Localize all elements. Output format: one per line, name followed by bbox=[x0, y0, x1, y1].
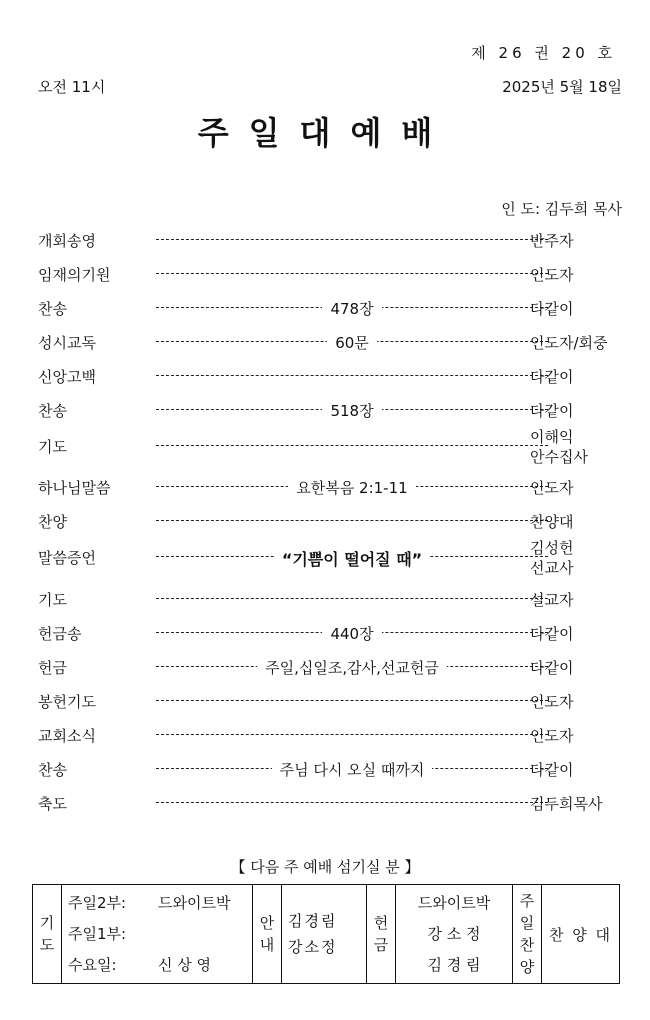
prayer-slot: 주일1부: bbox=[68, 924, 127, 943]
order-leader-line bbox=[156, 793, 548, 811]
order-person bbox=[530, 623, 624, 644]
order-label: 교회소식 bbox=[38, 727, 96, 745]
offering-person: 드와이트박 bbox=[417, 893, 491, 912]
prayer-slot: 수요일: bbox=[68, 955, 117, 974]
order-row bbox=[38, 474, 624, 498]
order-label: 찬양 bbox=[38, 513, 67, 531]
order-row bbox=[38, 790, 624, 814]
order-row bbox=[38, 508, 624, 532]
choir-label-2: 일 bbox=[519, 914, 535, 932]
worship-leader: 인 도: 김두희 목사 bbox=[501, 200, 622, 218]
order-label: 축도 bbox=[38, 795, 67, 813]
order-person bbox=[530, 657, 624, 678]
order-label: 말씀증언 bbox=[38, 549, 96, 567]
order-row bbox=[38, 654, 624, 678]
order-row bbox=[38, 329, 624, 353]
order-person bbox=[530, 477, 624, 498]
order-row bbox=[38, 227, 624, 251]
order-person-line: 설교자 bbox=[530, 591, 574, 609]
order-leader-line bbox=[156, 332, 548, 350]
order-person-line: 인도자 bbox=[530, 479, 574, 497]
prayer-slot: 주일2부: bbox=[68, 893, 127, 912]
order-label: 찬송 bbox=[38, 402, 67, 420]
order-row bbox=[38, 722, 624, 746]
order-row bbox=[38, 539, 624, 577]
prayer-person: 신 상 영 bbox=[158, 955, 212, 974]
order-row bbox=[38, 397, 624, 421]
order-person bbox=[530, 332, 624, 353]
order-leader-line bbox=[156, 436, 548, 454]
order-person-line: 찬양대 bbox=[530, 513, 574, 531]
order-label: 헌금 bbox=[38, 659, 67, 677]
offering-person: 강 소 정 bbox=[427, 924, 481, 943]
prayer-person bbox=[158, 919, 246, 950]
order-person-line: 다같이 bbox=[530, 402, 574, 420]
order-leader-line bbox=[156, 477, 548, 495]
order-person-line: 다같이 bbox=[530, 659, 574, 677]
dashed-divider bbox=[156, 734, 548, 735]
choir-label-4: 양 bbox=[519, 958, 535, 976]
order-person-title: 안수집사 bbox=[530, 448, 588, 466]
order-row bbox=[38, 363, 624, 387]
order-person bbox=[530, 759, 624, 780]
offering-label-1: 헌 bbox=[373, 914, 389, 932]
prayer-row bbox=[68, 950, 246, 981]
prayer-label bbox=[33, 885, 62, 984]
order-detail: 60문 bbox=[327, 334, 377, 352]
usher-list bbox=[282, 885, 367, 984]
order-person-line: 반주자 bbox=[530, 232, 574, 250]
offering-label bbox=[367, 885, 396, 984]
offering-label-2: 금 bbox=[373, 936, 389, 954]
order-leader-line bbox=[156, 547, 548, 569]
order-person-line: 인도자 bbox=[530, 693, 574, 711]
order-person bbox=[530, 298, 624, 319]
prayer-label-2: 도 bbox=[39, 936, 55, 954]
dashed-divider bbox=[156, 239, 548, 240]
order-label: 개회송영 bbox=[38, 232, 96, 250]
offering-list bbox=[396, 885, 513, 984]
dashed-divider bbox=[156, 520, 548, 521]
order-detail: 478장 bbox=[322, 300, 381, 318]
order-person bbox=[530, 538, 624, 578]
order-label: 하나님말씀 bbox=[38, 479, 111, 497]
order-row bbox=[38, 586, 624, 610]
order-leader-line bbox=[156, 230, 548, 248]
usher-label-2: 내 bbox=[259, 936, 275, 954]
choir-label-1: 주 bbox=[519, 892, 535, 910]
next-week-heading: 【 다음 주 예배 섬기실 분 】 bbox=[230, 858, 420, 876]
order-leader-line bbox=[156, 691, 548, 709]
order-person bbox=[530, 793, 624, 814]
order-label: 기도 bbox=[38, 591, 67, 609]
order-person-line: 다같이 bbox=[530, 300, 574, 318]
dashed-divider bbox=[156, 375, 548, 376]
order-person-line: 인도자 bbox=[530, 266, 574, 284]
dashed-divider bbox=[156, 445, 548, 446]
usher-label-1: 안 bbox=[259, 914, 275, 932]
service-date: 2025년 5월 18일 bbox=[502, 78, 622, 96]
choir-label bbox=[513, 885, 542, 984]
order-person-line: 다같이 bbox=[530, 368, 574, 386]
order-person-line: 김두희목사 bbox=[530, 795, 603, 813]
usher-label bbox=[253, 885, 282, 984]
order-detail: “기쁨이 떨어질 때” bbox=[274, 550, 430, 569]
dashed-divider bbox=[156, 273, 548, 274]
order-label: 헌금송 bbox=[38, 625, 82, 643]
order-leader-line bbox=[156, 511, 548, 529]
order-person-title: 선교사 bbox=[530, 559, 574, 577]
order-person bbox=[530, 427, 624, 467]
order-row bbox=[38, 620, 624, 644]
order-person-line: 다같이 bbox=[530, 761, 574, 779]
order-person bbox=[530, 725, 624, 746]
page-title: 주일대예배 bbox=[197, 114, 453, 152]
order-leader-line bbox=[156, 657, 548, 675]
order-detail: 주님 다시 오실 때까지 bbox=[272, 761, 433, 779]
order-detail: 440장 bbox=[322, 625, 381, 643]
order-row bbox=[38, 295, 624, 319]
order-row bbox=[38, 428, 624, 466]
service-time: 오전 11시 bbox=[38, 78, 106, 96]
order-leader-line bbox=[156, 264, 548, 282]
prayer-list bbox=[62, 885, 253, 984]
usher-person: 강소정 bbox=[288, 938, 338, 956]
order-detail: 주일,십일조,감사,선교헌금 bbox=[257, 659, 447, 677]
prayer-row bbox=[68, 919, 246, 950]
choir-label-3: 찬 bbox=[519, 936, 535, 954]
offering-person: 김 경 림 bbox=[427, 955, 481, 974]
usher-person: 김경림 bbox=[288, 912, 338, 930]
order-person-line: 다같이 bbox=[530, 625, 574, 643]
order-person-line: 인도자 bbox=[530, 727, 574, 745]
order-label: 성시교독 bbox=[38, 334, 96, 352]
order-person bbox=[530, 589, 624, 610]
order-label: 찬송 bbox=[38, 300, 67, 318]
order-row bbox=[38, 756, 624, 780]
order-leader-line bbox=[156, 759, 548, 777]
order-person-line: 인도자/회중 bbox=[530, 334, 608, 352]
issue-number: 제 26 권 20 호 bbox=[471, 44, 616, 62]
prayer-person: 드와이트박 bbox=[158, 893, 231, 912]
order-detail: 요한복음 2:1-11 bbox=[288, 479, 415, 497]
order-row bbox=[38, 688, 624, 712]
dashed-divider bbox=[156, 802, 548, 803]
prayer-label-1: 기 bbox=[39, 914, 55, 932]
order-person bbox=[530, 511, 624, 532]
choir-name: 찬 양 대 bbox=[542, 885, 620, 984]
order-leader-line bbox=[156, 298, 548, 316]
order-label: 봉헌기도 bbox=[38, 693, 96, 711]
order-person-line: 김성헌 bbox=[530, 539, 574, 557]
order-leader-line bbox=[156, 589, 548, 607]
order-person bbox=[530, 691, 624, 712]
order-person bbox=[530, 264, 624, 285]
order-leader-line bbox=[156, 623, 548, 641]
order-label: 찬송 bbox=[38, 761, 67, 779]
order-leader-line bbox=[156, 725, 548, 743]
dashed-divider bbox=[156, 598, 548, 599]
order-detail: 518장 bbox=[322, 402, 381, 420]
order-leader-line bbox=[156, 400, 548, 418]
order-person-line: 이해익 bbox=[530, 428, 574, 446]
next-week-table bbox=[32, 884, 620, 984]
order-person bbox=[530, 400, 624, 421]
order-person bbox=[530, 366, 624, 387]
dashed-divider bbox=[156, 700, 548, 701]
order-label: 신앙고백 bbox=[38, 368, 96, 386]
prayer-row bbox=[68, 888, 246, 919]
order-label: 임재의기원 bbox=[38, 266, 111, 284]
order-leader-line bbox=[156, 366, 548, 384]
order-person bbox=[530, 230, 624, 251]
order-label: 기도 bbox=[38, 438, 67, 456]
order-row bbox=[38, 261, 624, 285]
